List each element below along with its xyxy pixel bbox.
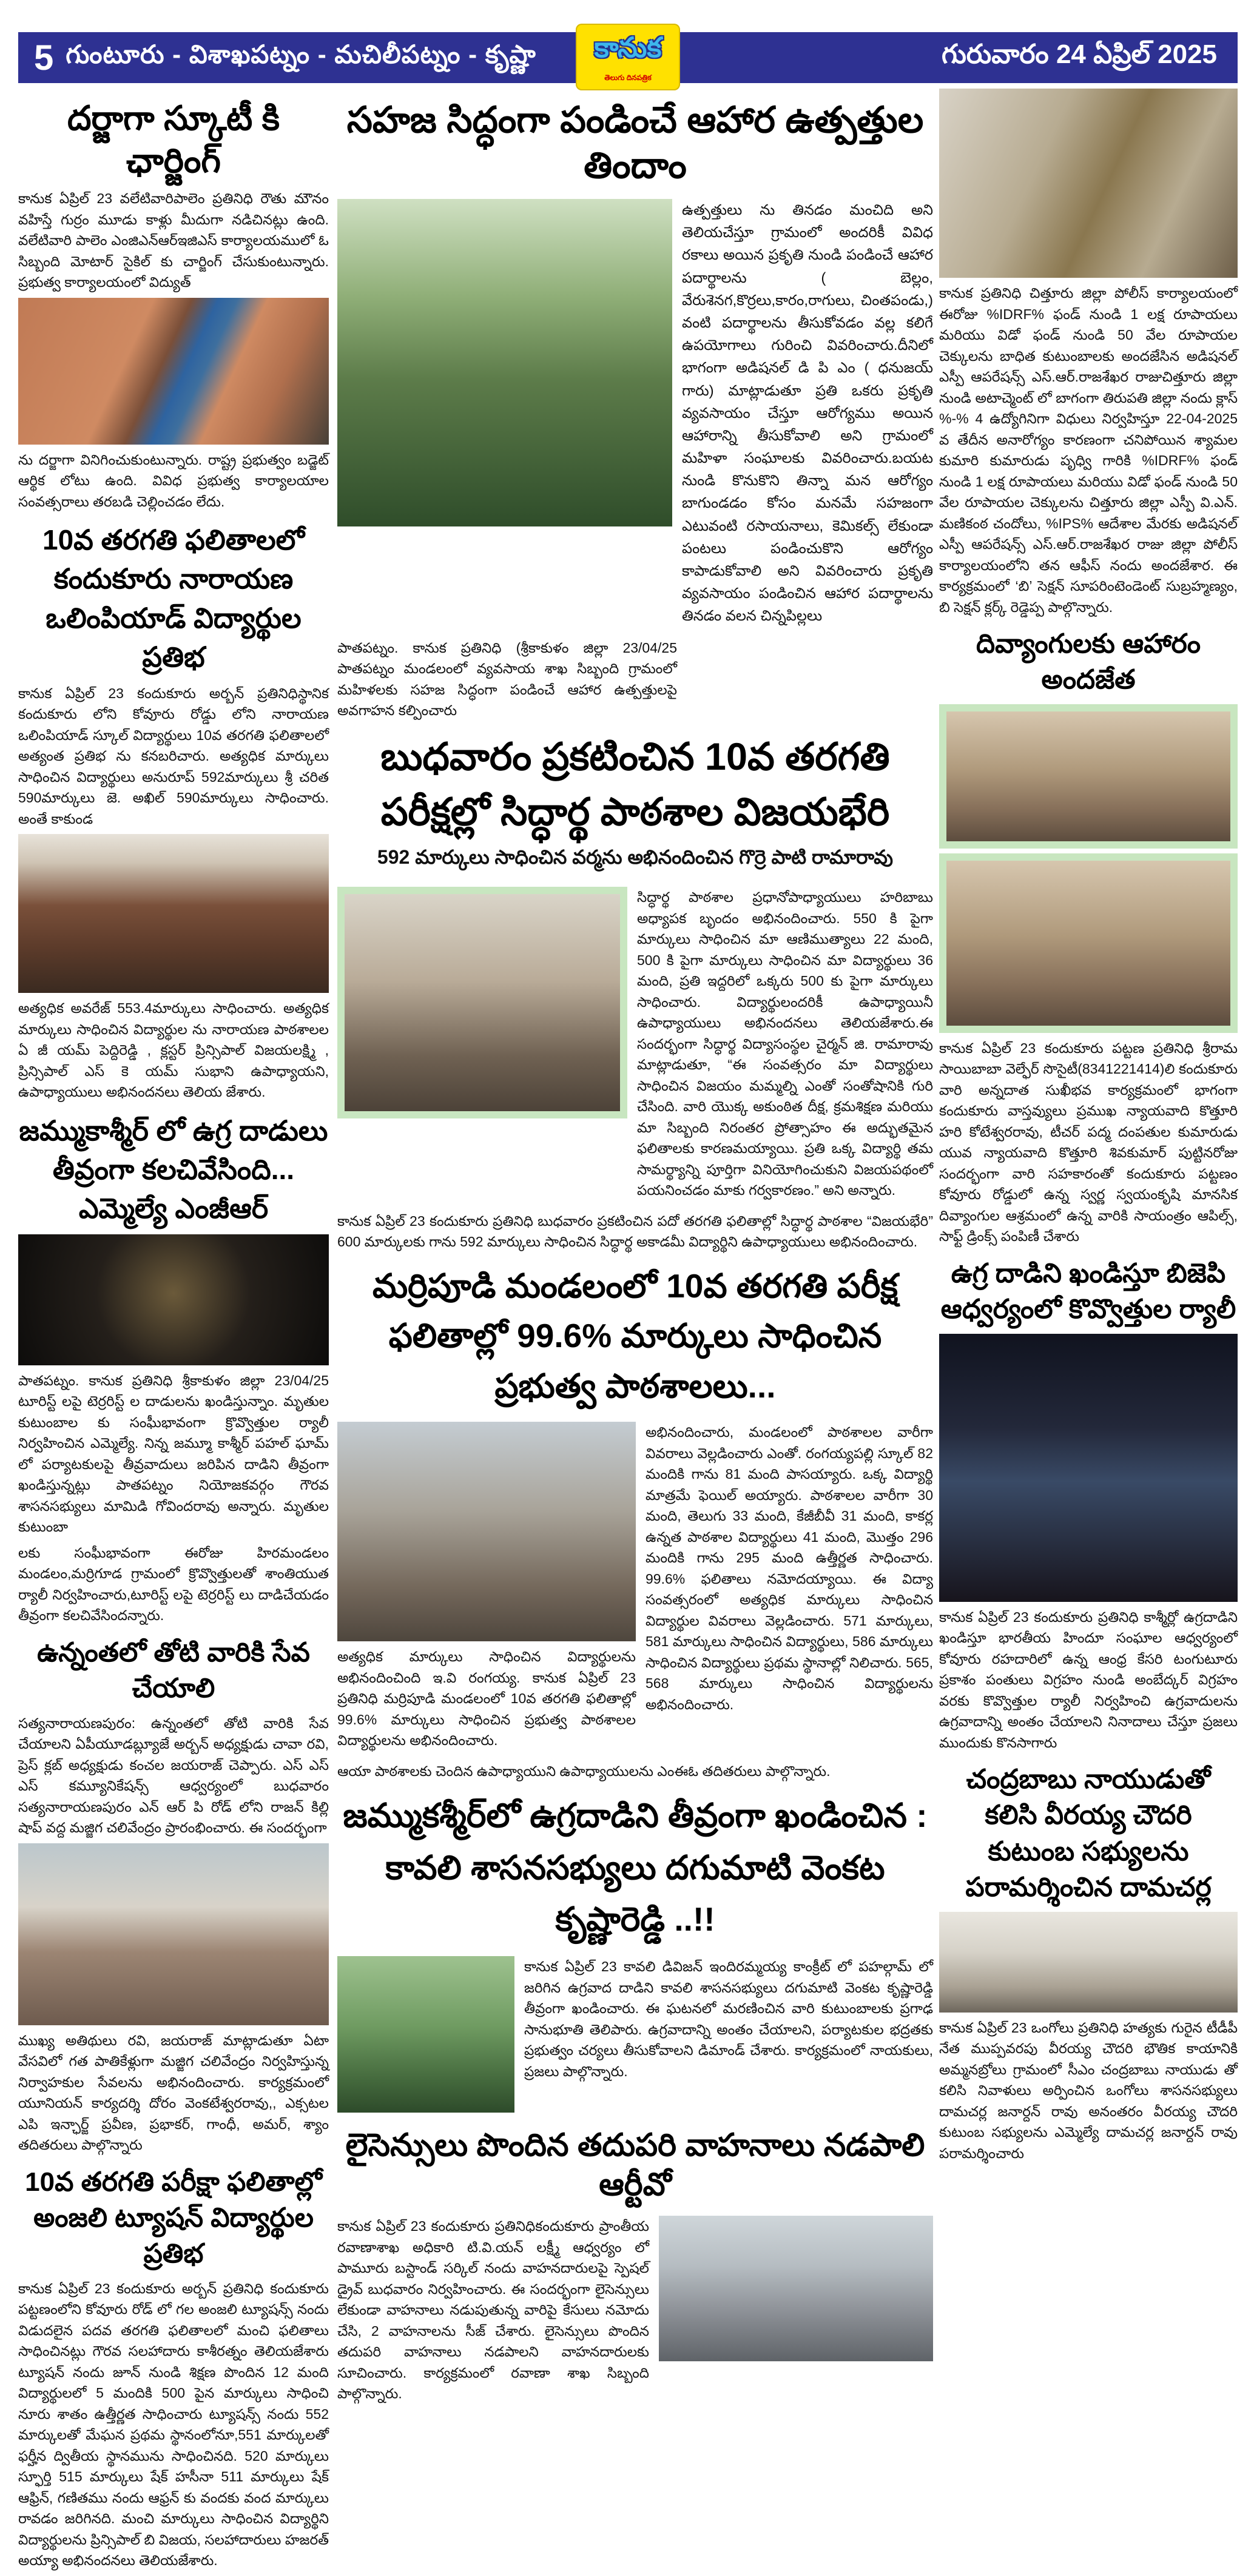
article-headline: జమ్ముకశ్మీర్‌లో ఉగ్రదాడిని తీవ్రంగా ఖండించిన : కావలి శాసనసభ్యులు దగుమాటి వెంకట కృష్ణారెడ్డి ..!! (343, 1797, 928, 1938)
article-narayana-olympiad (18, 520, 329, 1103)
photo-school-office-group (18, 834, 329, 993)
article-body-below-photo: అత్యధిక మార్కులు సాధించిన విద్యార్థులను అభినందించింది ఇ.వి రంగయ్య. కానుక ఏప్రిల్ 23 ప్రతినిధి మర్రిపూడి మండలంలో 10వ తరగతి ఫలితాల్లో 99.6% మార్కులు సాధించిన ప్రభుత్వ పాఠశాలల విద్యార్థులను అభినందించారు. (337, 1649, 636, 1749)
article-side-text: సిద్ధార్థ పాఠశాల ప్రధానోపాధ్యాయులు హరిబాబు అధ్యాపక బృందం అభినందించారు. 550 కి పైగా మార్కులు సాధించిన మా ఆణిముత్యాలు 22 మంది, 500 కి పైగా మార్కులు సాధించిన మా విద్యార్థులు 36 మంది, ప్రతి ఇద్దరిలో ఒక్కరు 500 కు పైగా మార్కులు సాధించారు. విద్యార్థులందరికీ ఉపాధ్యాయినీ ఉపాధ్యాయులు అభినందనలు తెలియజేశారు.ఈ సందర్భంగా సిద్ధార్థ విద్యాసంస్థల చైర్మన్ జి. రామారావు మాట్లాడుతూ, “ఈ సంవత్సరం మా విద్యార్థులు సాధించిన విజయం మమ్మల్ని ఎంతో సంతోషానికి గురి చేసింది. వారి యొక్క అకుంఠిత దీక్ష, క్రమశిక్షణ మరియు మా సిబ్బంది నిరంతర ప్రోత్సాహం ఈ అద్భుతమైన ఫలితాలకు కారణమయ్యాయి. ప్రతి ఒక్క విద్యార్థి తమ సామర్థ్యాన్ని పూర్తిగా వినియోగించుకుని విజయపథంలో పయనించడం మాకు గర్వకారణం.” అని అన్నారు. (637, 889, 933, 1199)
photo-banner-distribution-group (337, 199, 672, 526)
article-body: కానుక ప్రతినిధి చిత్తూరు జిల్లా పోలీస్ కార్యాలయంలో ఈరోజు %IDRF% ఫండ్ నుండి 1 లక్ష రూపాయలు మరియు విడో ఫండ్ నుండి 50 వేల రూపాయల చెక్కులను బాధిత కుటుంబాలకు అందజేసిన అడిషనల్ ఎస్పీ ఆపరేషన్స్ ఎస్.ఆర్.రాజశేఖర రాజుచిత్తూరు జిల్లా నుండి అటాచ్మెంట్ లో బాగంగా తిరుపతి జిల్లా నందు క్లాస్ %-% 4 ఉద్యోగినిగా విధులు నిర్వహిస్తూ 22-04-2025 వ తేదీన అనారోగ్యం కారణంగా చనిపోయిన శ్యామల కుమారి కుమారుడు పృధ్వి గారికి %IDRF% ఫండ్ నుండి 1 లక్ష రూపాయలు మరియు విడో ఫండ్ నుండి 50 వేల రూపాయల చెక్కులను చిత్తూరు జిల్లా ఎస్పీ వి.ఎన్. మణికంఠ చందోలు, %IPS% ఆదేశాల మేరకు అడిషనల్ ఎస్పీ ఆపరేషన్స్ ఎస్.ఆర్.రాజశేఖర రాజు జిల్లా పోలీస్ కార్యాలయంలోని తన ఆఫీస్ నందు అందజేశార. ఈ కార్యక్రమంలో ‘బి’ సెక్షన్ సూపరింటెండెంట్ సుబ్రహ్మణ్యం, బి సెక్షన్ క్లర్క్ రెడ్డెప్ప పాల్గొన్నారు. (939, 285, 1238, 615)
article-natural-food (337, 97, 933, 721)
article-jammu-mla-rally (18, 1111, 329, 1626)
photo-street-inauguration (18, 1843, 329, 2025)
masthead-bar (18, 32, 1238, 83)
article-lead: సత్యనారాయణపురం: ఉన్నంతలో తోటి వారికి సేవ చేయాలని ఏపీయూడబ్ల్యూజే అర్బన్ అధ్యక్షుడు చావా రవి, ప్రెస్ క్లబ్ అధ్యక్షుడు కంచల జయరాజ్ చెప్పారు. ఎస్ ఎస్ ఎస్ కమ్యూనికేషన్స్ ఆధ్వర్యంలో బుధవారం సత్యనారాయణపురం ఎన్ ఆర్ పి రోడ్ లోని రాజన్ కిల్లి షాప్ వద్ద మజ్జిగ చలివేంద్రం ప్రారంభించారు. ఈ సందర్భంగా (18, 1715, 329, 1836)
article-body: ను దర్జాగా వినిగించుకుంటున్నారు. రాష్ట్ర ప్రభుత్వం బడ్జెట్ ఆర్థిక లోటు ఉంది. వివిధ ప్రభుత్వ కార్యాలయాల సంవత్సరాలు తరబడి చెల్లించడం లేదు. (18, 451, 329, 509)
article-seva-chaliventram (18, 1635, 329, 2156)
article-lead: కానుక ఏప్రిల్ 23 వలేటివారిపాలెం ప్రతినిధి రౌతు మౌనం వహిస్తే గుర్రం మూడు కాళ్లు మీదుగా నడిచినట్లు ఉంది. వలేటివారి పాలెం ఎంజిఎన్ఆర్ఇజిఎస్ కార్యాలయములో ఓ సిబ్బంది మోటార్ సైకిల్ కు చార్జింగ్ చేసుకుంటున్నారు. ప్రభుత్వ కార్యాలయంలో విద్యుత్ (18, 190, 329, 290)
article-body: కానుక ఏప్రిల్ 23 ఒంగోలు ప్రతినిధి హత్యకు గురైన టీడీపీ నేత ముప్పవరపు వీరయ్య చౌదరి భౌతిక కాయానికి అమ్మనబ్రోలు గ్రామంలో సీఎం చంద్రబాబు నాయుడు తో కలిసి నివాళులు అర్పించిన ఒంగోలు శాసనసభ్యులు దామచర్ల జనార్దన్ రావు అనంతరం వీరయ్య చౌదరి కుటుంబ సభ్యులను ఎమ్మెల్యే దామచర్ల జనార్దన్ రావు పరామర్శించారు (939, 2019, 1238, 2161)
article-subhead: 592 మార్కులు సాధించిన వర్మను అభినందించిన గొర్రె పాటి రామారావు (377, 846, 894, 869)
article-body-below-photo: కానుక ఏప్రిల్ 23 కందుకూరు ప్రతినిధి బుధవారం ప్రకటించిన పదో తరగతి ఫలితాల్లో సిద్ధార్థ పాఠశాల “విజయభేరి” 600 మార్కులకు గాను 592 మార్కులు సాధించిన సిద్ధార్థ అకాడమీ విద్యార్థిని ఉపాధ్యాయులు అభినందించారు. (337, 1212, 933, 1250)
photo-caption: పాతపట్నం. కానుక ప్రతినిధి (శ్రీకాకుళం జిల్లా 23/04/25 పాతపట్నం మండలంలో వ్యవసాయ శాఖ సిబ్బంది గ్రామంలో మహిళలకు సహజ సిద్ధంగా పండించే ఆహార ఉత్పత్తులపై అవగాహన కల్పించారు (337, 639, 677, 719)
article-headline: చంద్రబాబు నాయుడుతో కలిసి వీరయ్య చౌదరి కుటుంబ సభ్యులను పరామర్శించిన దామచర్ల (965, 1764, 1212, 1903)
article-headline: దర్జాగా స్కూటీ కి ఛార్జింగ్ (67, 99, 280, 180)
photo-ashram-crowd-1 (939, 704, 1238, 849)
article-body-continued: లకు సంఘీభావంగా ఈరోజు హిరమండలం మండలం,మర్రిగూడ గ్రామంలో క్రొవ్వొత్తులతో శాంతియుత ర్యాలీ నిర్వహించారు,టూరిస్ట్ లపై టెర్రరిస్ట్ లు దాడిచేయడం తీవ్రంగా కలచివేసిందన్నారు. (18, 1544, 329, 1624)
page-number: 5 (34, 38, 54, 78)
article-chandrababu-condolence (939, 1761, 1238, 2164)
photo-condolence-meeting (939, 1912, 1238, 2013)
article-bjp-candle-rally (939, 1256, 1238, 1753)
photo-ashram-crowd-2 (939, 853, 1238, 1033)
article-body: కానుక ఏప్రిల్ 23 కందుకూరు ప్రతినిధికందుకూరు ప్రాంతీయ రవాణాశాఖ అధికారి టి.వి.యన్ లక్ష్మీ ఆధ్వర్యం లో పామూరు బస్టాండ్ సర్కిల్ నందు వాహనదారులపై స్పెషల్ డ్రైవ్ బుధవారం నిర్వహించారు. ఈ సందర్భంగా లైసెన్సులు లేకుండా వాహనాలు నడుపుతున్న వారిపై కేసులు నమోదు చేసి, 2 వాహనాలను సీజ్ చేశారు. లైసెన్సులు పొందిన తదుపరి వాహనాలు నడపాలని వాహనదారులకు సూచించారు. కార్యక్రమంలో రవాణా శాఖ సిబ్బంది పాల్గొన్నారు. (337, 2218, 649, 2401)
article-headline: సహజ సిద్ధంగా పండించే ఆహార ఉత్పత్తుల తిందాం (346, 99, 924, 186)
article-body: పాతపట్నం. కానుక ప్రతినిధి శ్రీకాకుళం జిల్లా 23/04/25 టూరిస్ట్ లపై టెర్రరిస్ట్ ల దాడులను ఖండిస్తున్నాం. మృతుల కుటుంబాల కు సంఘీభావంగా క్రొవ్వొత్తుల ర్యాలీ నిర్వహించిన ఎమ్మెల్యే. నిన్న జమ్మూ కాశ్మీర్ పహల్ ఘామ్ లో పర్యాటకులపై తీవ్రవాదులు జరిపిన దాడిని తీవ్రంగా ఖండిస్తున్నట్లు పాతపట్నం నియోజకవర్గం గౌరవ శాసనసభ్యులు మామిడి గోవిందరావు అన్నారు. మృతుల కుటుంబా (18, 1372, 329, 1535)
article-body: కానుక ఏప్రిల్ 23 కందుకూరు అర్బన్ ప్రతినిధి కందుకూరు పట్టణంలోని కోవూరు రోడ్ లో గల అంజలి ట్యూషన్స్ నందు విడుదలైన పదవ తరగతి ఫలితాలలో మంచి ఫలితాలు సాధించినట్లు గౌరవ సలహాదారు కాశీరత్నం తెలియజేశారు ట్యూషన్ నందు జూన్ నుండి శిక్షణ పొందిన 12 మంది విద్యార్థులలో 5 మందికి 500 పైన మార్కులు సాధించి నూరు శాతం ఉత్తీర్ణత సాధించారు ట్యూషన్స్ నందు 552 మార్కులతో మేఘన ప్రథమ స్థానంలోనూ,551 మార్కులతో ఫర్హీన ద్వితీయ స్థానమును సాధించినది. 520 మార్కులు స్ఫూర్తి 515 మార్కులు షేక్ హసీనా 511 మార్కులు షేక్ ఆఫ్రిన్, గణితము నందు ఆఫ్రన్ కు వందకు వంద మార్కులు రావడం జరిగినది. మంచి మార్కులు సాధించిన విద్యార్థిని విద్యార్థులను ప్రిన్సిపాల్ బి విజయ, సలహాదారులు హజరత్ అయ్యా అభినందనలు తెలియజేశారు. (18, 2280, 329, 2569)
photo-rto-vehicle-check (659, 2216, 933, 2361)
article-rto-licences (337, 2126, 933, 2409)
newspaper-logo (576, 24, 680, 90)
article-headline: బుధవారం ప్రకటించిన 10వ తరగతి పరీక్షల్లో సిద్ధార్థ పాఠశాల విజయభేరి (380, 735, 890, 833)
newspaper-logo-tagline: తెలుగు దినపత్రిక (604, 73, 652, 82)
issue-date: గురువారం 24 ఏప్రిల్ 2025 (942, 39, 1217, 69)
article-headline: జమ్ముకాశ్మీర్ లో ఉగ్ర దాడులు తీవ్రంగా కలచివేసింది... ఎమ్మెల్యే ఎంజీఆర్ (19, 1114, 328, 1225)
article-kavali-mla-condemn (337, 1790, 933, 2117)
article-anjali-tuition (18, 2164, 329, 2571)
center-column (337, 89, 933, 2409)
photo-kavali-man-outdoors (337, 1956, 514, 2113)
article-lead: కానుక ఏప్రిల్ 23 కందుకూరు అర్బన్ ప్రతినిధిస్థానిక కందుకూరు లోని కోవూరు రోడ్డు లోని నారాయణ ఒలింపియాడ్ స్కూల్ విద్యార్థులు 10వ తరగతి ఫలితాలలో అత్యంత ప్రతిభ ను కనబరిచారు. అత్యధిక మార్కులు సాధించిన విద్యార్థులు అనురూప్ 592మార్కులు శ్రీ చరిత 590మార్కులు జె. అఖిల్ 590మార్కులు సాధించారు. అంతే కాకుండ (18, 685, 329, 827)
article-body: ముఖ్య అతిథులు రవి, జయరాజ్ మాట్లాడుతూ ఏటా వేసవిలో గత పాతికేళ్లుగా మజ్జిగ చలివేంద్రం నిర్వహిస్తున్న నిర్వాహకుల సేవలను అభినందించారు. కార్యక్రమంలో యూనియన్ కార్యదర్శి దోరం వెంకటేశ్వరరావు,, ఎక్సటల ఎపి ఇన్ఛార్జ్ ప్రవీణ, ప్రభాకర్, గాంధీ, అమర్, శ్యాం తదితరులు పాల్గొన్నారు (18, 2032, 329, 2153)
article-headline: ఉన్నంతలో తోటి వారికి సేవ చేయాలి (37, 1637, 310, 1704)
article-headline: దివ్యాంగులకు ఆహారం అందజేత (976, 629, 1201, 695)
left-column (18, 89, 329, 2576)
article-idrf-cheques (939, 89, 1238, 617)
photo-night-statue-rally (939, 1334, 1238, 1602)
right-column (939, 89, 1238, 2168)
article-headline: 10వ తరగతి ఫలితాలలో కందుకూరు నారాయణ ఒలింపియాడ్ విద్యార్థుల ప్రతిభ (42, 524, 305, 673)
article-headline: ఉగ్ర దాడిని ఖండిస్తూ బిజెపి ఆధ్వర్యంలో కొవ్వొత్తుల ర్యాలీ (940, 1258, 1236, 1325)
article-headline: మర్రిపూడి మండలంలో 10వ తరగతి పరీక్ష ఫలితాల్లో 99.6% మార్కులు సాధించిన ప్రభుత్వ పాఠశాలలు... (372, 1266, 898, 1405)
photo-candlelight-rally (18, 1234, 329, 1365)
photo-scooter-charging (18, 298, 329, 445)
photo-police-cheque-handover (939, 89, 1238, 278)
article-scooter-charging (18, 97, 329, 512)
article-body: అత్యధిక అవరేజ్ 553.4మార్కులు సాధించారు. అత్యధిక మార్కులు సాధించిన విద్యార్థుల ను నారాయణ పాఠశాలల ఏ జీ యమ్ పెద్దిరెడ్డి , క్లస్టర్ ప్రిన్సిపాల్ విజయలక్ష్మి , ప్రిన్సిపాల్ ఎస్ కె యమ్ సుభాని ఉపాధ్యాయని, ఉపాధ్యాయులు అభినందనలు తెలియ జేశారు. (18, 1000, 329, 1100)
article-siddhartha-school (337, 730, 933, 1253)
article-divyangulu-food (939, 626, 1238, 1247)
photo-marripudi-street (337, 1422, 636, 1641)
photo-siddhartha-felicitation (337, 887, 627, 1118)
newspaper-logo-text: కానుక (594, 31, 662, 63)
article-body: కానుక ఏప్రిల్ 23 కందుకూరు ప్రతినిధి కాశ్మీర్లో ఉగ్రదాడిని ఖండిస్తూ భారతీయ హిందూ సంఘాల ఆధ్వర్యంలో కోవూరు రహదారిలో ఉన్న ఆంధ్ర కేసరి టంగుటూరు ప్రకాశం పంతులు విగ్రహం నుండి అంబేద్కర్ విగ్రహం వరకు కొవ్వొత్తుల ర్యాలీ నిర్వహించి ఉగ్రవాదులను ఉగ్రవాదాన్ని అంతం చేయాలని నినాదాలు చేస్తూ ప్రజలు ముందుకు కొనసాగారు (939, 1609, 1238, 1750)
article-headline: లైసెన్సులు పొందిన తదుపరి వాహనాలు నడపాలి ఆర్టీవో (345, 2128, 925, 2202)
article-footer-line: ఆయా పాఠశాలకు చెందిన ఉపాధ్యాయుని ఉపాధ్యాయులను ఎంఈఓ తదితరులు పాల్గొన్నారు. (337, 1763, 831, 1779)
article-side-text: కానుక ఏప్రిల్ 23 కావలి డివిజన్ ఇందిరమ్మయ్య కాంక్రీట్ లో పహల్గామ్ లో జరిగిన ఉగ్రవాద దాడిని కావలి శాసనసభ్యులు దగుమాటి వెంకట కృష్ణారెడ్డి తీవ్రంగా ఖండించారు. ఈ ఘటనలో మరణించిన వారి కుటుంబాలకు ప్రగాఢ సానుభూతి తెలిపారు. ఉగ్రవాదాన్ని అంతం చేయాలని, పర్యాటకుల భద్రతకు ప్రభుత్వం చర్యలు తీసుకోవాలని డిమాండ్ చేశారు. కార్యక్రమంలో నాయకులు, ప్రజలు పాల్గొన్నారు. (524, 1959, 933, 2079)
article-headline: 10వ తరగతి పరీక్షా ఫలితాల్లో అంజలి ట్యూషన్ విద్యార్థుల ప్రతిభ (25, 2167, 322, 2269)
article-marripudi-results (337, 1261, 933, 1782)
article-side-text: అభినందించారు, మండలంలో పాఠశాలల వారీగా వివరాలు వెల్లడించారు ఎంతో. రంగయ్యపల్లి స్కూల్ 82 మందికి గాను 81 మంది పాసయ్యారు. ఒక్క విద్యార్థి మాత్రమే ఫెయిల్ అయ్యారు. పాఠశాలల వారీగా 30 మంది, తెలుగు 33 మంది, కేజీబీవీ 31 మంది, కాకర్ల ఉన్నత పాఠశాల విద్యార్థులు 41 మంది, మొత్తం 296 మందికి గాను 295 మంది ఉత్తీర్ణత సాధించారు. 99.6% ఫలితాలు నమోదయ్యాయి. ఈ విద్యా సంవత్సరంలో అత్యధిక మార్కులు సాధించిన విద్యార్థుల వివరాలు వెల్లడించారు. 571 మార్కులు, 581 మార్కులు సాధించిన విద్యార్థులు, 586 మార్కులు సాధించిన విద్యార్థులు ప్రథమ స్థానాల్లో నిలిచారు. 565, 568 మార్కులు సాధించిన విద్యార్థులను అభినందించారు. (646, 1424, 933, 1712)
article-body: కానుక ఏప్రిల్ 23 కందుకూరు పట్టణ ప్రతినిధి శ్రీరామ సాయిబాబా వెల్ఫేర్ సొసైటీ(8341221414)లి కందుకూరు వారి అన్నదాత సుఖీభవ కార్యక్రమంలో భాగంగా కందుకూరు వాస్తవ్యులు ప్రముఖ న్యాయవాది కొత్తూరి హరి కోటేశ్వరరావు, టీచర్ పద్మ దంపతుల కుమారుడు యువ న్యాయవాది కొత్తూరి శివకుమార్ పుట్టినరోజు సందర్భంగా వారి సహకారంతో కందుకూరు పట్టణం కోవూరు రోడ్డులో ఉన్న స్వర్ణ స్వయంకృషి మానసిక దివ్యాంగుల ఆశ్రమంలో ఉన్న వారికి సాయంత్రం ఆపిల్స్, సాఫ్ట్ డ్రింక్స్ పంపిణీ చేశారు (939, 1040, 1238, 1245)
edition-list: గుంటూరు - విశాఖపట్నం - మచిలీపట్నం - కృష్ణా (66, 39, 536, 69)
article-side-text: ఉత్పత్తులు ను తినడం మంచిది అని తెలియచేస్తూ గ్రామంలో అందరికీ వివిధ రకాలు అయిన ప్రకృతి నుండి పండించే ఆహార పదార్థాలను ( బెల్లం, వేరుశెనగ,కొర్రలు,కారం,రాగులు, చింతపండు,) వంటి పదార్థాలను తీసుకోవడం వల్ల కలిగే ఉపయోగాలు గురించి వివరించారు.దీనిలో భాగంగా అడిషనల్ డి పి ఎం ( ధనుజయ్ గారు) మాట్లాడుతూ ప్రతి ఒకరు ప్రకృతి వ్యవసాయం చేస్తూ ఆరోగ్యము అయిన ఆహారాన్ని తీసుకోవాలి అని గ్రామంలో మహిళా సంఘాలకు వివరించారు.బయట నుండి కొనుకొని తిన్నా మన ఆరోగ్యం బాగుండడం కోసం మనమే సహజంగా ఎటువంటి రసాయనాలు, కెమికల్స్ లేకుండా పంటలు పండించుకొని ఆరోగ్యం కాపాడుకోవాలి అని వివరించారు ప్రకృతి వ్యవసాయం పండించిన ఆహార పదార్థాలను తినడం వలన చిన్నపిల్లలు (682, 202, 933, 625)
